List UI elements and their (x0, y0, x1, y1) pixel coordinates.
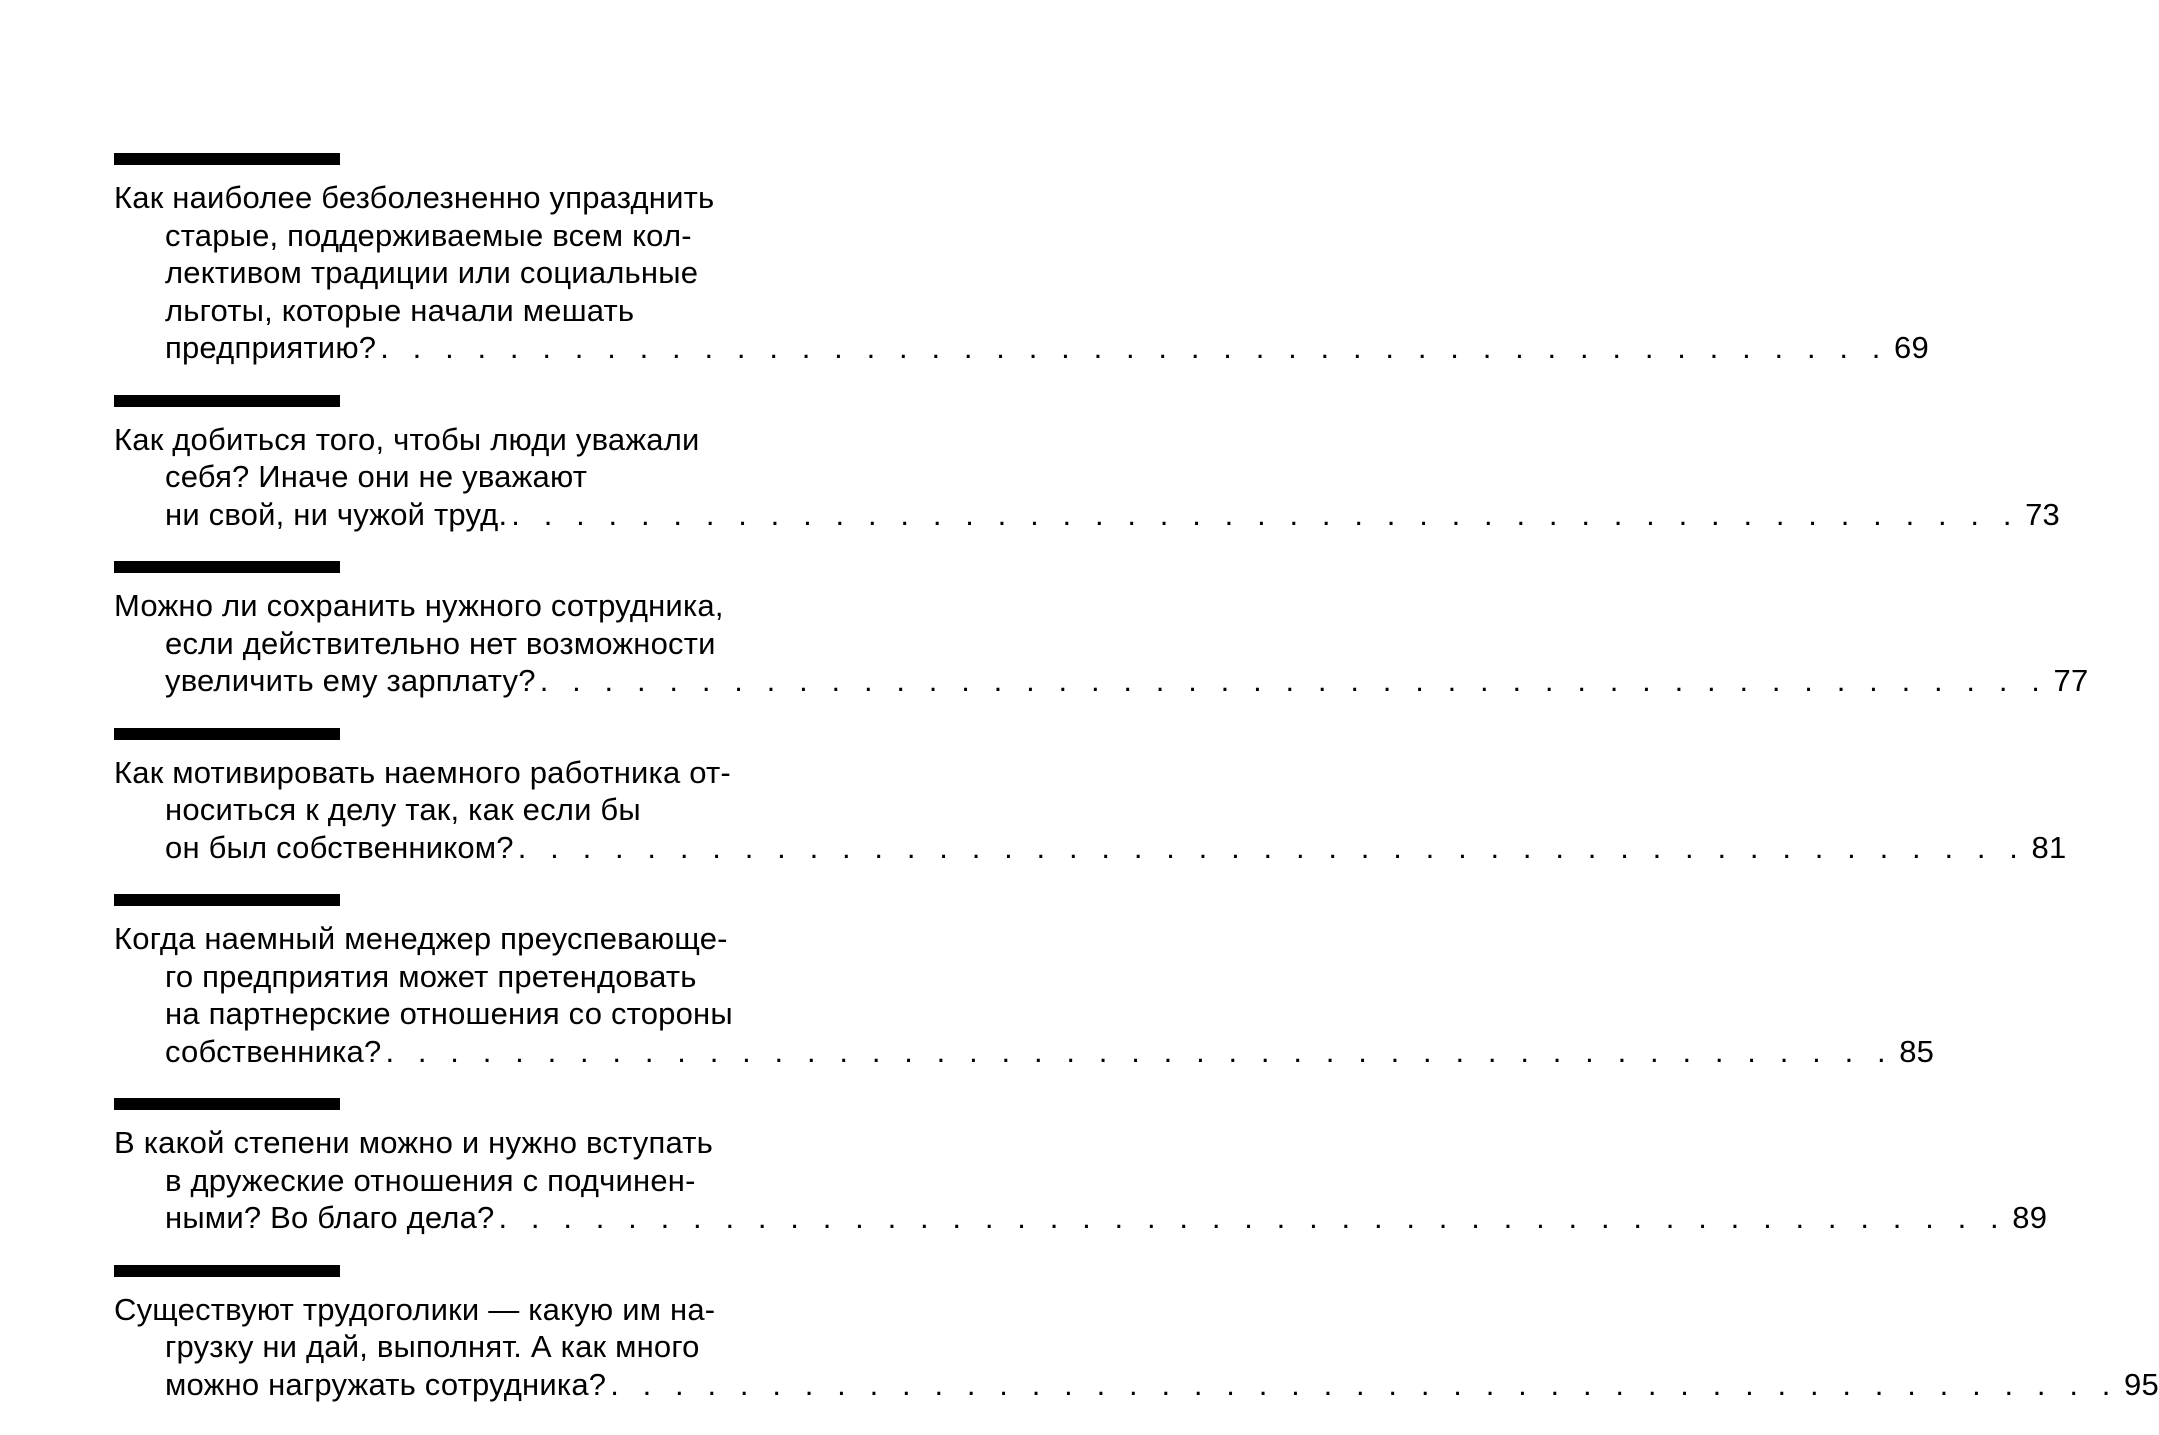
toc-entry-title-line: го предприятия может претендовать (165, 958, 697, 994)
toc-entry-last-line (114, 496, 2060, 534)
toc-entry-last-line (114, 329, 1929, 367)
toc-entry-title-line: в дружеские отношения с подчинен- (165, 1162, 696, 1198)
toc-entry-title-line: собственника? (165, 1033, 382, 1069)
dot-leader: . . . . . . . . . . . . . . . . . . . . . . . . . . . . . . . . . . . . . . . . . . . . . . . (610, 1366, 2118, 1402)
toc-entry-title-line: лективом традиции или социальные (165, 255, 699, 290)
toc-entry[interactable] (114, 395, 2060, 534)
page-number[interactable]: 81 (2031, 829, 2067, 865)
toc-entry-title-line: на партнерские отношения со стороны (165, 996, 733, 1031)
toc-entry-title-line: себя? Иначе они не уважают (165, 459, 588, 494)
page-number[interactable]: 77 (2053, 663, 2089, 698)
toc-entry-last-line (114, 1033, 1935, 1071)
page-number[interactable]: 69 (1894, 330, 1929, 365)
toc-entry[interactable] (114, 153, 1929, 367)
toc-entry-title-line: льготы, которые начали мешать (165, 292, 635, 328)
toc-entry[interactable] (114, 1265, 2159, 1404)
toc-entry[interactable] (114, 894, 1935, 1070)
toc-entry-title-line: предприятию? (165, 330, 377, 365)
dot-leader: . . . . . . . . . . . . . . . . . . . . . . . . . . . . . . . . . . . . . . . . . . . . . . . (385, 1033, 1894, 1069)
toc-entry-title-line: старые, поддерживаемые всем кол- (165, 217, 692, 253)
toc-entry-title-line: увеличить ему зарплату? (165, 663, 536, 698)
section-divider-bar (114, 561, 340, 573)
toc-entry-title-line: ни свой, ни чужой труд. (165, 496, 508, 532)
toc-entry-title-line: носиться к делу так, как если бы (165, 792, 641, 827)
table-of-contents (114, 153, 2159, 1431)
dot-leader: . . . . . . . . . . . . . . . . . . . . . . . . . . . . . . . . . . . . . . . . . . . . . . . (380, 330, 1889, 365)
toc-entry-title-line: Существуют трудоголики — какую им на- (114, 1291, 716, 1327)
toc-entry-title-line: если действительно нет возможности (165, 625, 716, 661)
dot-leader: . . . . . . . . . . . . . . . . . . . . . . . . . . . . . . . . . . . . . . . . . . . . . . . (539, 663, 2048, 698)
page-number[interactable]: 73 (2025, 496, 2060, 532)
toc-entry-title-line: ными? Во благо дела? (165, 1200, 495, 1235)
section-divider-bar (114, 1098, 340, 1110)
dot-leader: . . . . . . . . . . . . . . . . . . . . . . . . . . . . . . . . . . . . . . . . . . . . . . . (511, 496, 2020, 532)
toc-entry[interactable] (114, 561, 2089, 700)
toc-entry-title-line: он был собственником? (165, 829, 514, 865)
toc-entry-title-line: В какой степени можно и нужно вступать (114, 1125, 714, 1160)
toc-entry-title-line: Когда наемный менеджер преуспевающе- (114, 921, 728, 956)
toc-entry-last-line (114, 1366, 2159, 1404)
toc-entry-title-line: Как мотивировать наемного работника от- (114, 754, 731, 790)
section-divider-bar (114, 395, 340, 407)
toc-entry-title-line: Можно ли сохранить нужного сотрудника, (114, 588, 724, 623)
section-divider-bar (114, 153, 340, 165)
dot-leader: . . . . . . . . . . . . . . . . . . . . . . . . . . . . . . . . . . . . . . . . . . . . . . . (498, 1200, 2007, 1235)
section-divider-bar (114, 894, 340, 906)
page-number[interactable]: 89 (2012, 1200, 2048, 1235)
toc-entry-last-line (114, 1199, 2048, 1237)
section-divider-bar (114, 1265, 340, 1277)
page-number[interactable]: 95 (2124, 1366, 2159, 1402)
toc-entry-title-line: грузку ни дай, выполнят. А как много (165, 1329, 700, 1364)
toc-entry-title-line: Как добиться того, чтобы люди уважали (114, 421, 700, 457)
toc-entry-title-line: Как наиболее безболезненно упразднить (114, 180, 715, 215)
toc-entry-last-line (114, 662, 2089, 700)
dot-leader: . . . . . . . . . . . . . . . . . . . . . . . . . . . . . . . . . . . . . . . . . . . . . . . (517, 829, 2026, 865)
section-divider-bar (114, 728, 340, 740)
toc-entry-last-line (114, 829, 2067, 867)
toc-entry[interactable] (114, 1098, 2048, 1237)
page-number[interactable]: 85 (1899, 1033, 1935, 1069)
toc-entry-title-line: можно нагружать сотрудника? (165, 1366, 607, 1402)
toc-entry[interactable] (114, 728, 2067, 867)
